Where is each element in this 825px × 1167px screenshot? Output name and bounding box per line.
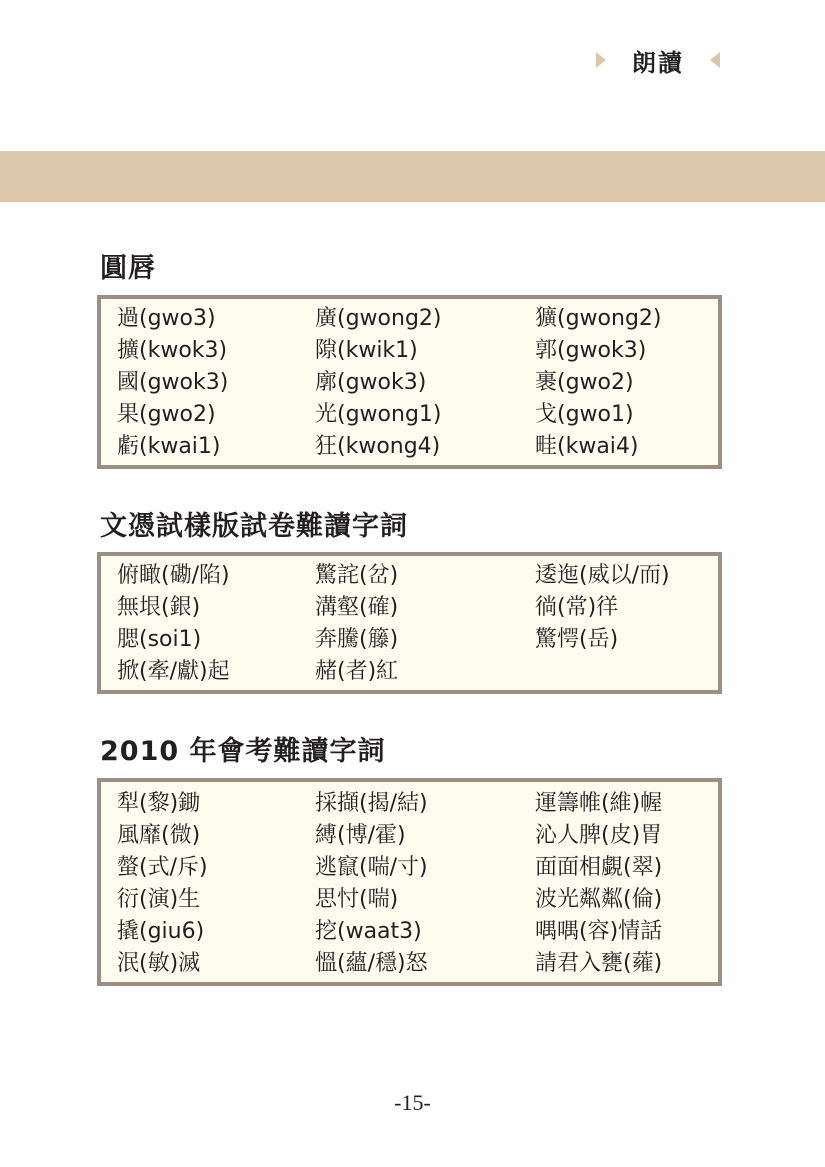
table-row xyxy=(101,399,718,431)
section-title-rounded-lips: 圓唇 xyxy=(100,253,156,284)
word-cell: 衍(演)生 xyxy=(117,887,201,912)
table-row xyxy=(101,884,718,916)
table-row xyxy=(101,560,718,592)
word-cell: 沁人脾(皮)胃 xyxy=(535,823,663,848)
word-cell: 驚愕(岳) xyxy=(535,627,619,652)
header-band xyxy=(0,151,825,202)
table-row xyxy=(101,788,718,820)
word-cell: 逶迤(威以/而) xyxy=(535,563,670,588)
word-cell: 果(gwo2) xyxy=(117,402,216,427)
word-cell: 裹(gwo2) xyxy=(535,370,634,395)
word-cell: 廓(gwok3) xyxy=(315,370,427,395)
word-cell: 國(gwok3) xyxy=(117,370,229,395)
word-cell: 請君入甕(蕹) xyxy=(535,951,663,976)
word-cell: 採擷(揭/結) xyxy=(315,791,428,816)
word-cell: 擴(kwok3) xyxy=(117,338,228,363)
table-row xyxy=(101,820,718,852)
section-title-dse-sample: 文憑試樣版試卷難讀字詞 xyxy=(100,511,408,542)
word-cell: 撬(giu6) xyxy=(117,919,205,944)
table-row xyxy=(101,624,718,656)
word-cell: 奔騰(籐) xyxy=(315,627,399,652)
word-cell: 溝壑(確) xyxy=(315,595,399,620)
word-cell: 泯(敏)滅 xyxy=(117,951,201,976)
word-cell: 腮(soi1) xyxy=(117,627,202,652)
table-row xyxy=(101,852,718,884)
word-cell: 挖(waat3) xyxy=(315,919,422,944)
word-cell: 波光粼粼(倫) xyxy=(535,887,663,912)
table-row xyxy=(101,592,718,624)
word-cell: 隙(kwik1) xyxy=(315,338,418,363)
word-cell: 運籌帷(維)幄 xyxy=(535,791,663,816)
table-row xyxy=(101,367,718,399)
word-cell: 光(gwong1) xyxy=(315,402,442,427)
page-number: -15- xyxy=(394,1090,431,1115)
word-cell: 過(gwo3) xyxy=(117,306,216,331)
word-cell: 俯瞰(磡/陷) xyxy=(117,563,230,588)
word-cell: 縛(博/霍) xyxy=(315,823,406,848)
table-row xyxy=(101,303,718,335)
section-title-2010-exam: 2010 年會考難讀字詞 xyxy=(100,736,386,767)
word-cell: 螫(式/斥) xyxy=(117,855,208,880)
word-cell: 慍(蘊/穩)怒 xyxy=(315,951,428,976)
table-row xyxy=(101,916,718,948)
header-title: 朗讀 xyxy=(632,48,684,77)
word-cell: 畦(kwai4) xyxy=(535,434,639,459)
table-row xyxy=(101,335,718,367)
word-cell: 徜(常)徉 xyxy=(535,595,619,620)
word-cell: 狂(kwong4) xyxy=(315,434,441,459)
word-cell: 廣(gwong2) xyxy=(315,306,442,331)
word-cell: 逃竄(喘/寸) xyxy=(315,855,428,880)
word-cell: 戈(gwo1) xyxy=(535,402,634,427)
header-tag xyxy=(596,40,720,80)
triangle-right-icon xyxy=(596,52,606,68)
table-row xyxy=(101,656,718,688)
triangle-left-icon xyxy=(710,52,720,68)
word-cell: 犁(黎)鋤 xyxy=(117,791,201,816)
word-cell: 風靡(微) xyxy=(117,823,201,848)
word-cell: 獷(gwong2) xyxy=(535,306,662,331)
word-cell: 無垠(銀) xyxy=(117,595,201,620)
word-box-rounded-lips xyxy=(97,295,722,469)
word-cell: 驚詫(岔) xyxy=(315,563,399,588)
word-box-2010-exam xyxy=(97,778,722,986)
word-cell: 郭(gwok3) xyxy=(535,338,647,363)
word-cell: 掀(牽/獻)起 xyxy=(117,659,230,684)
word-cell: 赭(者)紅 xyxy=(315,659,399,684)
word-cell: 喁喁(容)情話 xyxy=(535,919,663,944)
table-row xyxy=(101,431,718,463)
word-cell: 虧(kwai1) xyxy=(117,434,221,459)
word-box-dse-sample xyxy=(97,552,722,694)
table-row xyxy=(101,948,718,980)
word-cell: 面面相覷(翠) xyxy=(535,855,663,880)
word-cell: 思忖(喘) xyxy=(315,887,399,912)
